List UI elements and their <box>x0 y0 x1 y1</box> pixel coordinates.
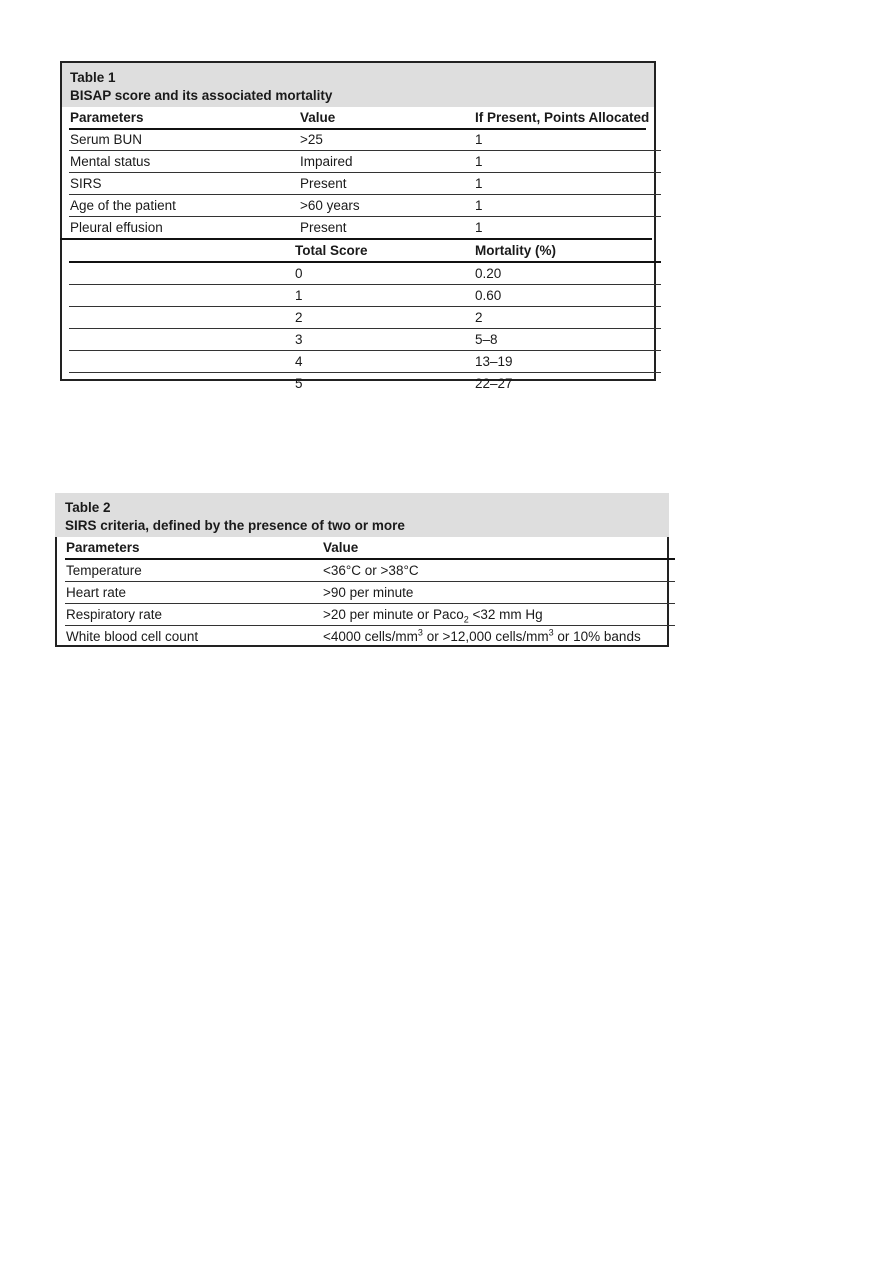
table-1-title: Table 1 <box>70 70 116 85</box>
cell: 0.60 <box>475 288 502 303</box>
table-2-header-row <box>57 537 667 558</box>
table-row <box>62 129 654 150</box>
cell: <36°C or >38°C <box>323 563 419 578</box>
column-header: Value <box>323 540 359 555</box>
table-row <box>57 626 667 647</box>
cell: 1 <box>475 220 483 235</box>
superscript: 3 <box>548 627 554 638</box>
cell: >90 per minute <box>323 585 414 600</box>
cell <box>323 626 641 647</box>
text-fragment: or 10% bands <box>553 629 641 644</box>
cell: 1 <box>475 154 483 169</box>
cell: 1 <box>475 132 483 147</box>
table-row <box>62 151 654 172</box>
table-2-body <box>57 537 667 647</box>
cell: Pleural effusion <box>70 220 163 235</box>
table-row <box>62 351 654 372</box>
column-header: Mortality (%) <box>475 243 556 258</box>
table-1-subtitle: BISAP score and its associated mortality <box>70 88 333 103</box>
table-row <box>57 582 667 603</box>
table-2-caption <box>55 493 669 537</box>
cell: Impaired <box>300 154 353 169</box>
table-row <box>57 604 667 625</box>
column-header: Parameters <box>70 110 144 125</box>
table-row <box>62 195 654 216</box>
cell: Temperature <box>66 563 142 578</box>
cell: SIRS <box>70 176 102 191</box>
column-header: Total Score <box>295 243 368 258</box>
table-row <box>62 285 654 306</box>
cell: Age of the patient <box>70 198 176 213</box>
cell: Heart rate <box>66 585 127 600</box>
text-fragment: <4000 cells/mm <box>323 629 418 644</box>
table-1-body <box>62 107 654 391</box>
cell: >25 <box>300 132 323 147</box>
table-row <box>62 329 654 350</box>
cell: 1 <box>295 288 303 303</box>
text-fragment: >20 per minute or Paco <box>323 607 464 622</box>
cell <box>323 604 543 625</box>
table-row <box>62 263 654 284</box>
cell: 1 <box>475 198 483 213</box>
superscript: 3 <box>417 627 423 638</box>
table-1-header-row <box>62 107 654 128</box>
cell: 2 <box>295 310 303 325</box>
cell: 0.20 <box>475 266 502 281</box>
cell: 3 <box>295 332 303 347</box>
cell: 0 <box>295 266 303 281</box>
text-fragment: or >12,000 cells/mm <box>422 629 549 644</box>
cell: Mental status <box>70 154 151 169</box>
table-2 <box>55 493 669 647</box>
cell: 1 <box>475 176 483 191</box>
column-header: Value <box>300 110 336 125</box>
cell: 4 <box>295 354 303 369</box>
table-2-subtitle: SIRS criteria, defined by the presence of two or more <box>65 518 405 533</box>
cell: 13–19 <box>475 354 513 369</box>
table-1-caption <box>62 63 654 107</box>
cell: Present <box>300 220 347 235</box>
table-2-title: Table 2 <box>65 500 111 515</box>
cell: White blood cell count <box>66 629 199 644</box>
cell: 5 <box>295 376 303 391</box>
cell: 2 <box>475 310 483 325</box>
cell: Serum BUN <box>70 132 143 147</box>
cell: Present <box>300 176 347 191</box>
cell: 5–8 <box>475 332 498 347</box>
table-row <box>62 217 654 238</box>
table-row <box>57 560 667 581</box>
cell: >60 years <box>300 198 360 213</box>
table-row <box>62 373 654 394</box>
table-row <box>62 307 654 328</box>
text-fragment: <32 mm Hg <box>468 607 543 622</box>
table-row <box>62 173 654 194</box>
column-header: If Present, Points Allocated <box>475 110 650 125</box>
table-1 <box>60 61 656 391</box>
cell: 22–27 <box>475 376 513 391</box>
column-header: Parameters <box>66 540 140 555</box>
score-header-row <box>62 240 654 261</box>
subscript: 2 <box>463 614 469 625</box>
cell: Respiratory rate <box>66 607 163 622</box>
